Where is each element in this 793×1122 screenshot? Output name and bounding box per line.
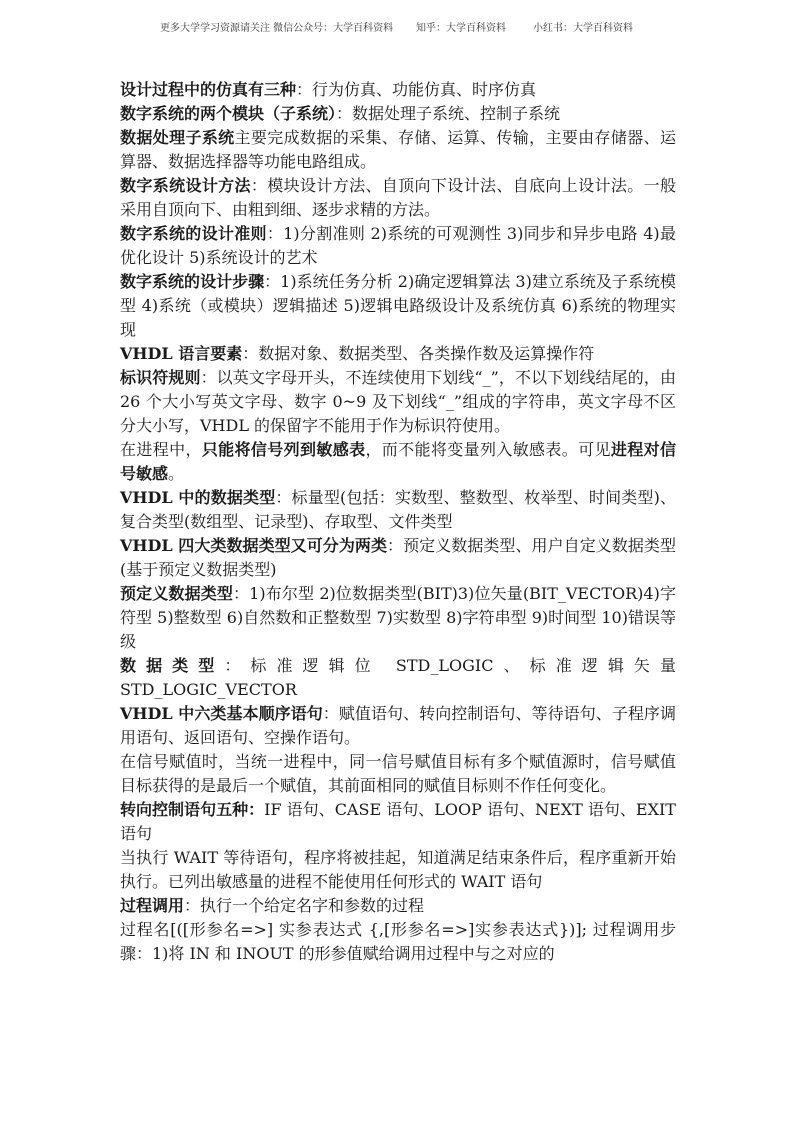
paragraph-text: ，而不能将变量列入敏感表。可见 [365,440,611,459]
paragraph-text: ：数据处理子系统、控制子系统 [336,104,561,123]
paragraph-heading: 数字系统的两个模块（子系统） [120,104,337,123]
paragraph-procedure-call [120,894,676,918]
paragraph-heading: VHDL 语言要素 [120,344,243,363]
paragraph-text: ：模块设计方法、自顶向下设计法、自底向上设计法。一般采用自顶向下、由粗到细、逐步求精的方法。 [120,176,676,219]
paragraph-heading: 标识符规则 [120,368,201,387]
paragraph-four-type-classes [120,534,676,582]
paragraph-heading: 数字系统的设计步骤 [120,272,265,291]
paragraph-text: ：标量型(包括：实数型、整数型、枚举型、时间类型)、复合类型(数组型、记录型)、存取型、文件类型 [120,488,676,531]
paragraph-emphasis: 只能将信号列到敏感表 [201,440,366,459]
paragraph-design-methods [120,174,676,222]
paragraph-text: ：1)布尔型 2)位数据类型(BIT)3)位矢量(BIT_VECTOR)4)字符型 5)整数型 6)自然数和正整数型 7)实数型 8)字符串型 9)时间型 10)错误等级 [120,584,676,651]
paragraph-identifier-rules [120,366,676,438]
document-body [120,78,676,966]
paragraph-wait-statement [120,846,676,894]
paragraph-text: 。 [168,464,185,483]
paragraph-text: ：数据对象、数据类型、各类操作数及运算操作符 [242,344,595,363]
paragraph-heading: 数字系统设计方法 [120,176,251,195]
paragraph-signal-assignment [120,750,676,798]
paragraph-vhdl-data-types [120,486,676,534]
paragraph-sensitivity-list [120,438,676,486]
paragraph-text: ：赋值语句、转向控制语句、等待语句、子程序调用语句、返回语句、空操作语句。 [120,704,676,747]
paragraph-text: IF 语句、CASE 语句、LOOP 语句、NEXT 语句、EXIT 语句 [120,800,676,843]
paragraph-text: 当执行 WAIT 等待语句，程序将被挂起，知道满足结束条件后，程序重新开始执行。已列出敏感量的进程不能使用任何形式的 WAIT 语句 [120,848,676,891]
paragraph-emphasis: 进程对信号敏感 [120,440,676,483]
header-xiaohongshu-note: 小红书：大学百科资料 [533,23,633,34]
paragraph-sequential-statements [120,702,676,750]
paragraph-text: ：1)分割准则 2)系统的可观测性 3)同步和异步电路 4)最优化设计 5)系统设计的艺术 [120,224,676,267]
header-zhihu-note: 知乎：大学百科资料 [416,23,506,34]
paragraph-heading: 设计过程中的仿真有三种 [120,80,297,99]
paragraph-text: ：预定义数据类型、用户自定义数据类型(基于预定义数据类型) [120,536,676,579]
paragraph-data-subsystem [120,126,676,174]
paragraph-design-steps [120,270,676,342]
paragraph-text: 在信号赋值时，当统一进程中，同一信号赋值目标有多个赋值源时，信号赋值目标获得的是最后一个赋值，其前面相同的赋值目标则不作任何变化。 [120,752,676,795]
paragraph-heading: 转向控制语句五种： [120,800,265,819]
paragraph-control-statements [120,798,676,846]
paragraph-heading: 数据处理子系统 [120,128,235,147]
paragraph-text: ：标准逻辑位 STD_LOGIC、标准逻辑矢量 STD_LOGIC_VECTOR [120,656,676,699]
paragraph-heading: VHDL 中的数据类型 [120,488,276,507]
paragraph-heading: 预定义数据类型 [120,584,233,603]
paragraph-two-modules [120,102,676,126]
paragraph-text: ：行为仿真、功能仿真、时序仿真 [296,80,537,99]
paragraph-text: ：以英文字母开头，不连续使用下划线“_”，不以下划线结尾的，由 26 个大小写英文字母、数字 0~9 及下划线“_”组成的字符串，英文字母不区分大小写，VHDL 的保留字不能用于作为标识符使用。 [120,368,676,435]
paragraph-text: 主要完成数据的采集、存储、运算、传输，主要由存储器、运算器、数据选择器等功能电路组成。 [120,128,676,171]
paragraph-heading: VHDL 四大类数据类型又可分为两类 [120,536,388,555]
paragraph-vhdl-elements [120,342,676,366]
header-wechat-note: 更多大学学习资源请关注 微信公众号：大学百科资料 [160,23,394,34]
paragraph-heading: 过程调用 [120,896,185,915]
paragraph-predefined-types [120,582,676,654]
paragraph-text: 过程名[([形参名=>] 实参表达式 {,[形参名=>]实参表达式})]; 过程调用步骤：1)将 IN 和 INOUT 的形参值赋给调用过程中与之对应的 [120,920,676,963]
paragraph-text: ：执行一个给定名字和参数的过程 [184,896,425,915]
paragraph-std-logic [120,654,676,702]
paragraph-heading: 数据类型 [120,656,225,675]
paragraph-design-criteria [120,222,676,270]
paragraph-heading: VHDL 中六类基本顺序语句 [120,704,323,723]
paragraph-procedure-syntax [120,918,676,966]
paragraph-text: ：1)系统任务分析 2)确定逻辑算法 3)建立系统及子系统模型 4)系统（或模块）逻辑描述 5)逻辑电路级设计及系统仿真 6)系统的物理实现 [120,272,676,339]
paragraph-simulation-types [120,78,676,102]
paragraph-heading: 数字系统的设计准则 [120,224,267,243]
paragraph-text: 在进程中， [120,440,202,459]
